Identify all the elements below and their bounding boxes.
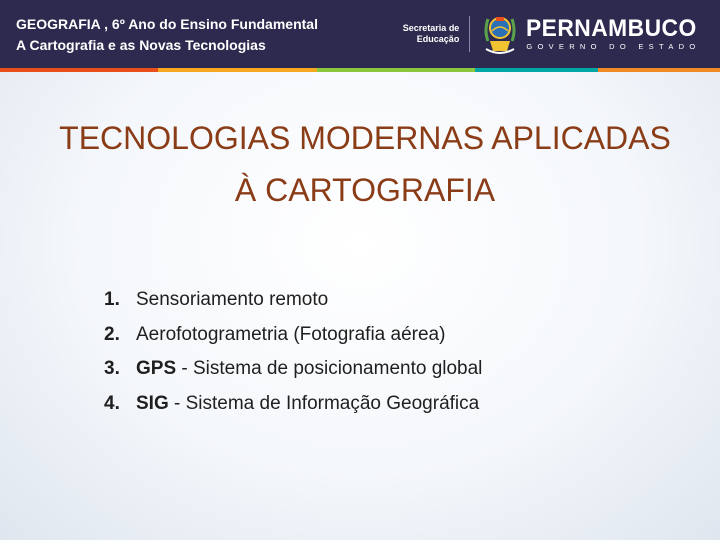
state-subtitle: GOVERNO DO ESTADO <box>526 42 701 51</box>
item-text: Aerofotogrametria (Fotografia aérea) <box>136 323 446 345</box>
pernambuco-coat-of-arms-icon <box>480 11 520 57</box>
list-item <box>104 283 482 318</box>
stripe-segment <box>158 68 316 72</box>
header-bar <box>0 0 720 68</box>
secretaria-label <box>403 23 460 45</box>
technology-list <box>104 283 482 421</box>
item-text: Sensoriamento remoto <box>136 289 329 310</box>
logo-divider <box>469 16 470 52</box>
secretaria-line2: Educação <box>416 34 460 44</box>
list-item <box>104 318 482 353</box>
stripe-segment <box>317 68 475 72</box>
government-logo <box>403 8 706 60</box>
stripe-segment <box>0 68 158 72</box>
stripe-segment <box>598 68 720 72</box>
header-text <box>16 14 318 56</box>
list-item <box>104 352 482 387</box>
title-line2: À CARTOGRAFIA <box>234 172 496 208</box>
header-topic: A Cartografia e as Novas Tecnologias <box>16 37 266 53</box>
item-number: 1. <box>104 289 120 310</box>
secretaria-line1: Secretaria de <box>402 23 460 33</box>
item-text: - Sistema de posicionamento global <box>176 358 483 379</box>
stripe-segment <box>475 68 597 72</box>
item-number: 2. <box>104 323 120 345</box>
title-line1: TECNOLOGIAS MODERNAS APLICADAS <box>59 120 671 156</box>
list-item <box>104 387 482 422</box>
item-bold: GPS <box>136 358 177 379</box>
slide-title <box>0 112 720 216</box>
state-wordmark <box>526 16 706 52</box>
item-number: 4. <box>104 392 120 414</box>
header-subject: GEOGRAFIA , 6º Ano do Ensino Fundamental <box>16 16 318 32</box>
item-bold: SIG <box>136 392 169 414</box>
item-number: 3. <box>104 358 120 379</box>
item-text: - Sistema de Informação Geográfica <box>168 392 480 414</box>
state-name: PERNAMBUCO <box>526 15 698 42</box>
color-stripe <box>0 68 720 72</box>
